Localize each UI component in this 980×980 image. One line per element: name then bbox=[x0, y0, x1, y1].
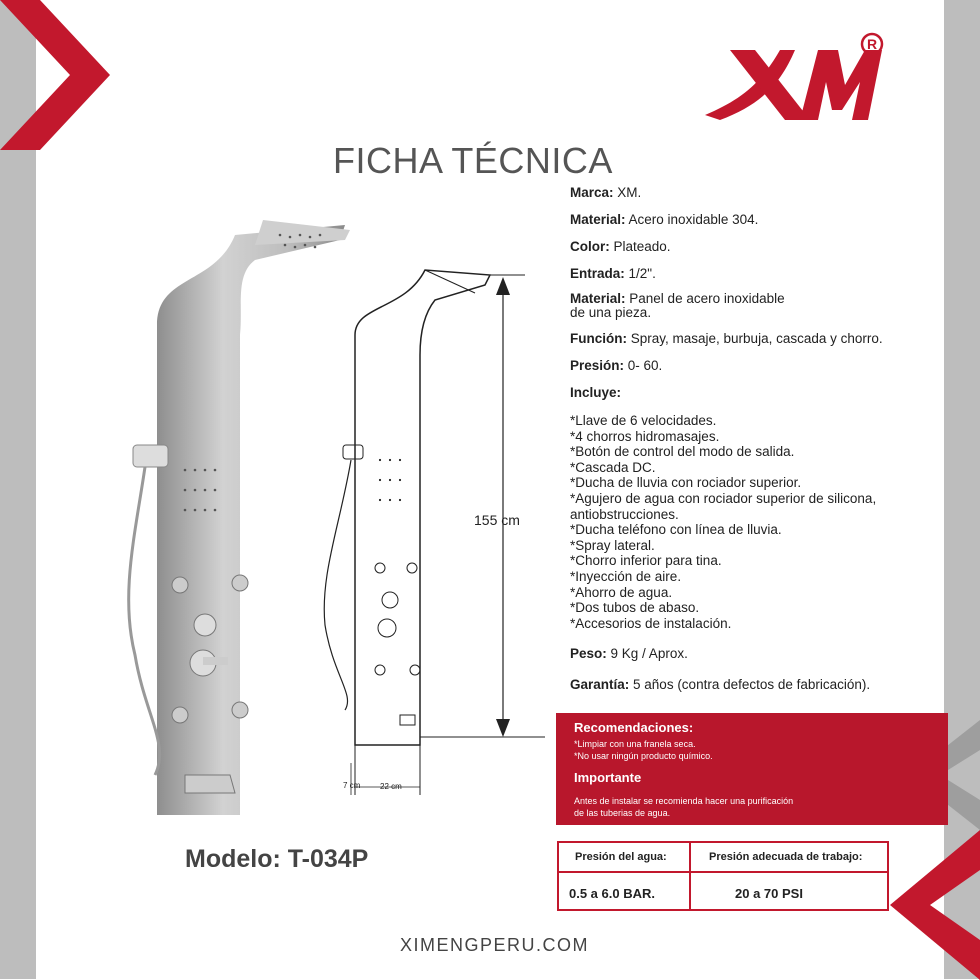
list-item: *Botón de control del modo de salida. bbox=[570, 444, 795, 460]
spec-label: Material bbox=[570, 212, 622, 227]
table-cell: 20 a 70 PSI bbox=[735, 886, 803, 901]
list-item: *Accesorios de instalación. bbox=[570, 615, 732, 631]
list-item: *Inyección de aire. bbox=[570, 568, 682, 584]
shower-panel-dimension-diagram bbox=[315, 265, 545, 795]
spec-row: Incluye: bbox=[570, 385, 622, 400]
table-divider bbox=[559, 871, 887, 873]
list-item: *Llave de 6 velocidades. bbox=[570, 413, 717, 428]
spec-value: Spray, masaje, burbuja, cascada y chorro. bbox=[627, 331, 883, 346]
list-item: antiobstrucciones. bbox=[570, 506, 679, 522]
pressure-table bbox=[557, 841, 889, 911]
list-item: *Dos tubos de abaso. bbox=[570, 600, 700, 616]
spec-label: Material bbox=[570, 291, 622, 306]
table-divider bbox=[689, 843, 691, 909]
bottom-right-chevron-decoration bbox=[890, 830, 980, 980]
width-dimension-label: 22 cm bbox=[380, 782, 402, 791]
spec-row: Presión: 0- 60. bbox=[570, 358, 663, 373]
table-cell: 0.5 a 6.0 BAR. bbox=[569, 886, 655, 901]
spec-value: 1/2". bbox=[624, 266, 656, 281]
spec-value: Panel de acero inoxidable bbox=[625, 291, 785, 306]
list-item: *Ducha de lluvia con rociador superior. bbox=[570, 475, 802, 491]
height-dimension-label: 155 cm bbox=[474, 512, 520, 528]
spec-row: Color: Plateado. bbox=[570, 239, 671, 254]
spec-label: Presión bbox=[570, 358, 620, 373]
base-dimension-label: 7 cm bbox=[343, 781, 361, 790]
spec-row: Entrada: 1/2". bbox=[570, 266, 656, 281]
spec-label: Función bbox=[570, 331, 623, 346]
list-item: *Ahorro de agua. bbox=[570, 584, 673, 600]
spec-value: 5 años (contra defectos de fabricación). bbox=[629, 677, 871, 693]
spec-label: Garantía bbox=[570, 677, 625, 693]
specs-list bbox=[570, 184, 970, 703]
important-line: Antes de instalar se recomienda hacer una purificación bbox=[574, 796, 794, 806]
list-item: *Ducha teléfono con línea de lluvia. bbox=[570, 522, 782, 538]
list-item: *Chorro inferior para tina. bbox=[570, 553, 722, 569]
model-number: Modelo: T-034P bbox=[185, 845, 369, 873]
recommendation-item: *Limpiar con una franela seca. bbox=[574, 739, 696, 749]
important-line: de las tuberias de agua. bbox=[574, 808, 671, 818]
spec-label: Entrada bbox=[570, 266, 621, 281]
spec-value: XM. bbox=[613, 185, 642, 200]
spec-row: Garantía: 5 años (contra defectos de fabricación). bbox=[570, 677, 871, 693]
top-left-chevron-decoration bbox=[0, 0, 110, 160]
spec-label: Marca bbox=[570, 185, 610, 200]
includes-list bbox=[570, 413, 970, 631]
page-title: FICHA TÉCNICA bbox=[333, 140, 613, 181]
recommendations-heading: Recomendaciones: bbox=[574, 720, 694, 735]
important-heading: Importante bbox=[574, 770, 642, 785]
list-item: *Cascada DC. bbox=[570, 459, 656, 475]
spec-value: Plateado. bbox=[609, 239, 671, 254]
spec-row: Marca: XM. bbox=[570, 185, 642, 200]
column-header: Presión adecuada de trabajo: bbox=[709, 851, 863, 863]
spec-row: Material: Acero inoxidable 304. bbox=[570, 212, 759, 227]
spec-value: 9 Kg / Aprox. bbox=[606, 646, 688, 662]
spec-row: Material: Panel de acero inoxidable de una pieza. bbox=[570, 291, 785, 320]
xm-logo bbox=[700, 30, 890, 130]
column-header: Presión del agua: bbox=[575, 851, 667, 863]
recommendation-item: *No usar ningún producto químico. bbox=[574, 751, 713, 761]
list-item: *4 chorros hidromasajes. bbox=[570, 428, 720, 444]
svg-text:R: R bbox=[866, 36, 878, 52]
spec-row: Función: Spray, masaje, burbuja, cascada y chorro. bbox=[570, 331, 883, 346]
spec-label: Peso bbox=[570, 646, 603, 662]
spec-label: Incluye bbox=[570, 385, 617, 400]
spec-label: Color bbox=[570, 239, 606, 254]
list-item: *Agujero de agua con rociador superior de silicona, bbox=[570, 490, 877, 506]
list-item: *Spray lateral. bbox=[570, 537, 655, 553]
spec-row: Peso: 9 Kg / Aprox. bbox=[570, 646, 688, 662]
spec-value: 0- 60. bbox=[624, 358, 663, 373]
spec-value: Acero inoxidable 304. bbox=[625, 212, 759, 227]
website-link[interactable]: XIMENGPERU.COM bbox=[400, 935, 590, 955]
recommendations-box bbox=[556, 713, 948, 825]
spec-value-continued: de una pieza. bbox=[570, 305, 652, 320]
